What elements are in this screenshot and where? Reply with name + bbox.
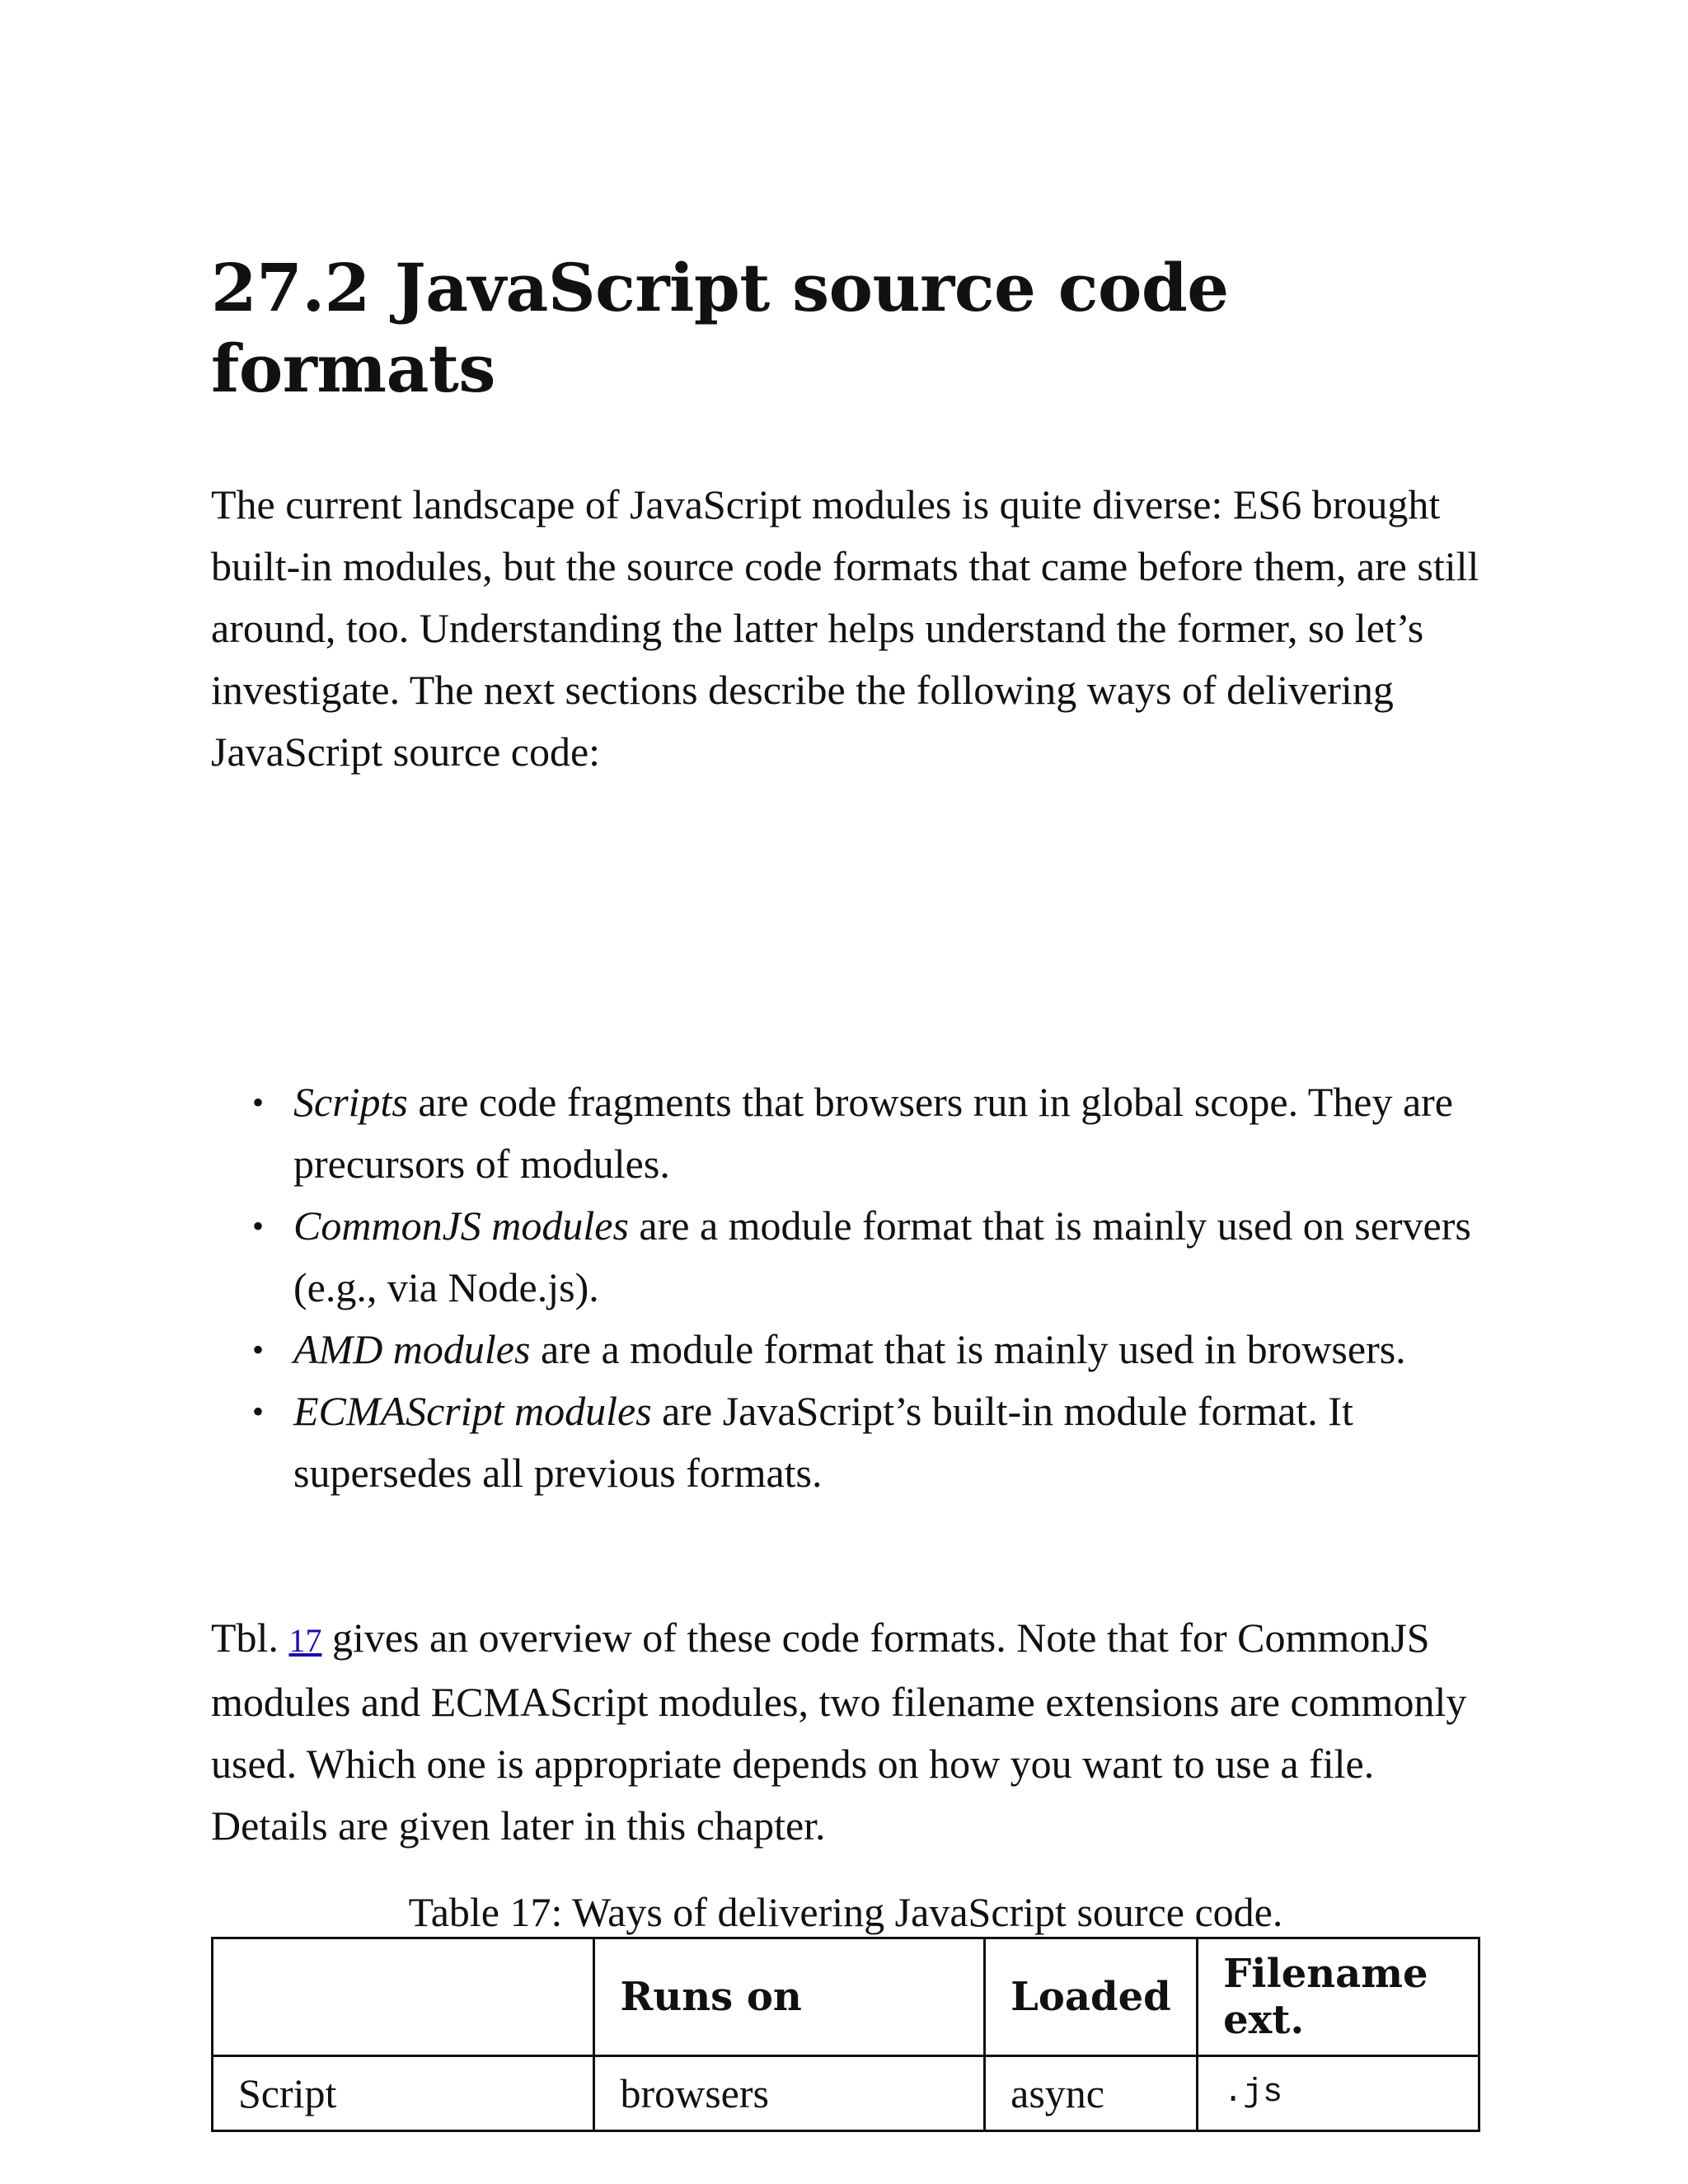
format-description: are a module format that is mainly used in browsers. <box>530 1326 1406 1372</box>
table-header-cell <box>213 1938 594 2056</box>
table-row <box>213 2056 1479 2131</box>
format-term: AMD modules <box>293 1326 531 1372</box>
table-cell: async <box>985 2056 1198 2131</box>
bullet-icon: • <box>252 1084 265 1121</box>
bullet-icon: • <box>252 1207 265 1244</box>
table-cell: Script <box>213 2056 594 2131</box>
formats-list <box>211 1071 1480 1504</box>
intro-paragraph: The current landscape of JavaScript modules is quite diverse: ES6 brought built-in modules, but the source code formats that came before them, are still around, too. Understanding the latter helps understand the former, so let’s investigate. The next sections describe the following ways of delivering JavaScript source code: <box>211 481 1479 775</box>
table-header-cell: Loaded <box>985 1938 1198 2056</box>
overview-prefix: Tbl. <box>211 1615 289 1661</box>
table-caption: Table 17: Ways of delivering JavaScript source code. <box>408 1889 1283 1935</box>
formats-table <box>211 1937 1480 2132</box>
list-item <box>211 1071 1480 1195</box>
format-description: are a module format that is mainly used on servers (e.g., via Node.js). <box>293 1202 1471 1310</box>
bullet-icon: • <box>252 1331 265 1368</box>
list-item <box>211 1195 1480 1319</box>
overview-paragraph <box>211 1607 1480 1857</box>
table-header-cell: Runs on <box>594 1938 985 2056</box>
format-description: are JavaScript’s built-in module format. It supersedes all previous formats. <box>293 1388 1353 1496</box>
format-description: are code fragments that browsers run in global scope. They are precursors of modules. <box>293 1079 1453 1187</box>
section-heading <box>211 247 1480 409</box>
section-title: JavaScript source code formats <box>211 249 1229 407</box>
bullet-icon: • <box>252 1393 265 1430</box>
table-header-row <box>213 1938 1479 2056</box>
table-header-cell: Filename ext. <box>1198 1938 1479 2056</box>
list-item <box>211 1380 1480 1504</box>
format-term: ECMAScript modules <box>293 1388 652 1434</box>
table-cell: browsers <box>594 2056 985 2131</box>
list-item <box>211 1319 1480 1380</box>
format-term: CommonJS modules <box>293 1202 629 1249</box>
section-number: 27.2 <box>211 249 370 326</box>
overview-text: gives an overview of these code formats. Note that for CommonJS modules and ECMAScript modules, two filename extensions are commonly used. Which one is appropriate depends on how you want to use a file. Details are given later in this chapter. <box>211 1615 1467 1849</box>
page <box>211 247 1480 2116</box>
table-reference-link[interactable]: 17 <box>288 1622 322 1659</box>
table-cell: .js <box>1198 2056 1479 2131</box>
format-term: Scripts <box>293 1079 408 1125</box>
